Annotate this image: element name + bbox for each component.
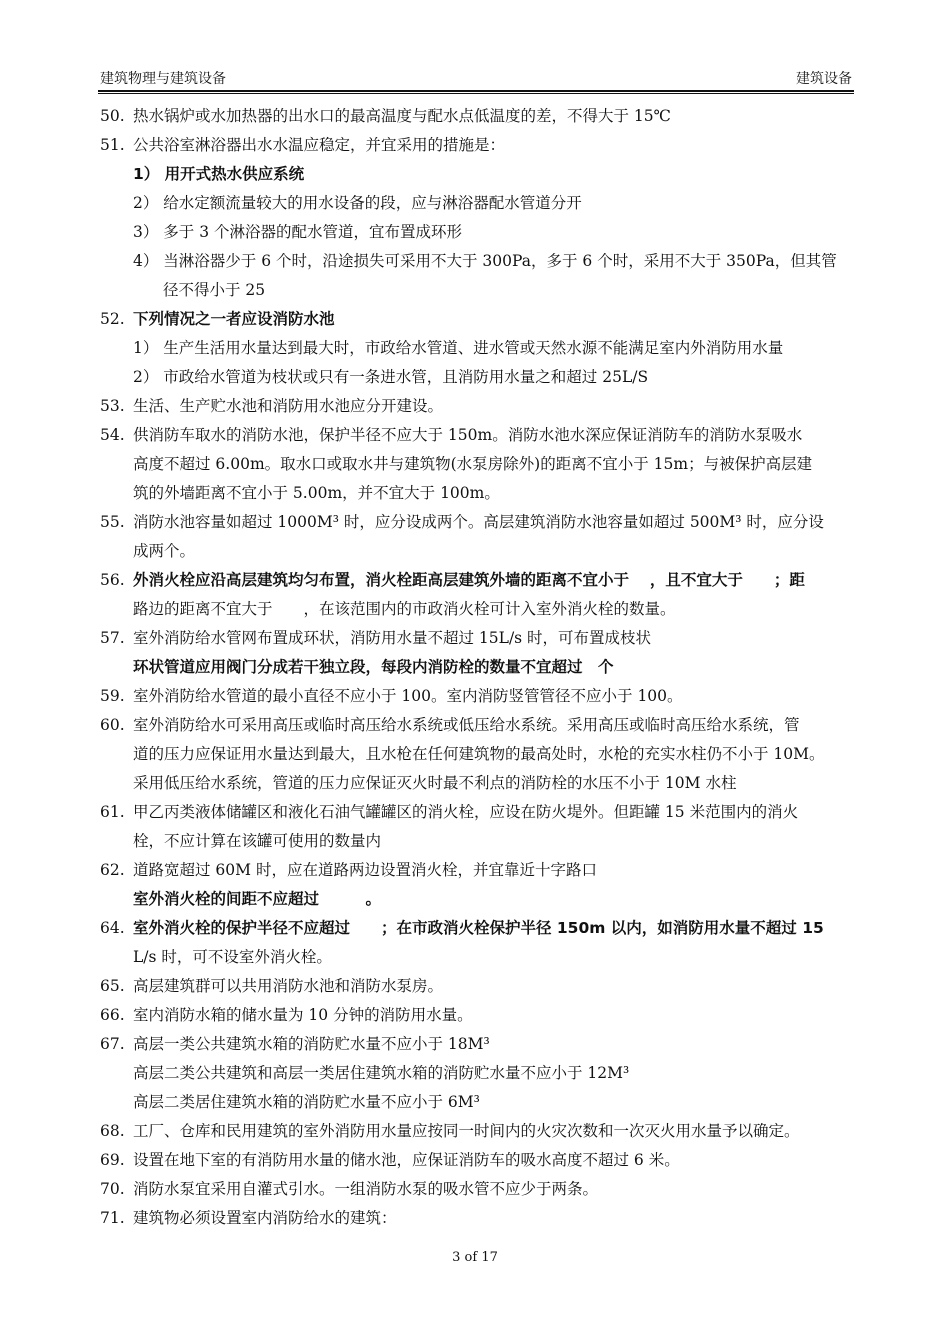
text-line: 径不得小于 25: [163, 281, 266, 299]
item-number: 57.: [100, 629, 125, 647]
item-number: 53.: [100, 397, 125, 415]
text-line: 消防水池容量如超过 1000M³ 时，应分设成两个。高层建筑消防水池容量如超过 500M³ 时，应分设: [133, 513, 824, 531]
header-divider: [98, 90, 854, 92]
text-line: 外消火栓应沿高层建筑均匀布置，消火栓距高层建筑外墙的距离不宜小于 ，且不宜大于 ；距: [133, 571, 805, 589]
text-line: 室外消火栓的保护半径不应超过 ；在市政消火栓保护半径 150m 以内，如消防用水量不超过 15: [133, 919, 824, 937]
text-line: 建筑物必须设置室内消防给水的建筑：: [133, 1209, 397, 1227]
item-number: 52.: [100, 310, 125, 328]
item-number: 50.: [100, 107, 125, 125]
text-line: 路边的距离不宜大于 ，在该范围内的市政消火栓可计入室外消火栓的数量。: [133, 600, 676, 618]
text-line: 1） 生产生活用水量达到最大时，市政给水管道、进水管或天然水源不能满足室内外消防用水量: [133, 339, 784, 357]
text-line: 设置在地下室的有消防用水量的储水池，应保证消防车的吸水高度不超过 6 米。: [133, 1151, 680, 1169]
text-line: 道的压力应保证用水量达到最大，且水枪在任何建筑物的最高处时，水枪的充实水柱仍不小于 10M。: [133, 745, 825, 763]
text-line: 3） 多于 3 个淋浴器的配水管道，宜布置成环形: [133, 223, 463, 241]
item-number: 66.: [100, 1006, 125, 1024]
item-number: 62.: [100, 861, 125, 879]
text-line: 筑的外墙距离不宜小于 5.00m，并不宜大于 100m。: [133, 484, 500, 502]
item-number: 54.: [100, 426, 125, 444]
text-line: 高层二类居住建筑水箱的消防贮水量不应小于 6M³: [133, 1093, 480, 1111]
text-line: 栓，不应计算在该罐可使用的数量内: [133, 832, 382, 850]
text-line: 室外消防给水管道的最小直径不应小于 100。室内消防竖管管径不应小于 100。: [133, 687, 683, 705]
text-line: 供消防车取水的消防水池，保护半径不应大于 150m。消防水池水深应保证消防车的消防水泵吸水: [133, 426, 803, 444]
text-line: 室外消防给水管网布置成环状，消防用水量不超过 15L/s 时，可布置成枝状: [133, 629, 652, 647]
item-number: 56.: [100, 571, 125, 589]
text-line: 工厂、仓库和民用建筑的室外消防用水量应按同一时间内的火灾次数和一次灭火用水量予以确定。: [133, 1122, 800, 1140]
item-number: 55.: [100, 513, 125, 531]
text-line: 道路宽超过 60M 时，应在道路两边设置消火栓，并宜靠近十字路口: [133, 861, 597, 879]
text-line: 热水锅炉或水加热器的出水口的最高温度与配水点低温度的差，不得大于 15℃: [133, 107, 671, 125]
item-number: 70.: [100, 1180, 125, 1198]
header-right-title: 建筑设备: [796, 71, 852, 87]
text-line: 1） 用开式热水供应系统: [133, 165, 305, 183]
item-number: 51.: [100, 136, 125, 154]
item-number: 69.: [100, 1151, 125, 1169]
text-line: 室内消防水箱的储水量为 10 分钟的消防用水量。: [133, 1006, 473, 1024]
header-left-title: 建筑物理与建筑设备: [100, 71, 226, 87]
item-number: 65.: [100, 977, 125, 995]
text-line: 室外消防给水可采用高压或临时高压给水系统或低压给水系统。采用高压或临时高压给水系统，管: [133, 716, 800, 734]
text-line: 成两个。: [133, 542, 196, 560]
text-line: 消防水泵宜采用自灌式引水。一组消防水泵的吸水管不应少于两条。: [133, 1180, 599, 1198]
item-number: 64.: [100, 919, 125, 937]
item-number: 68.: [100, 1122, 125, 1140]
header-divider-thin: [98, 93, 854, 94]
text-line: 高层二类公共建筑和高层一类居住建筑水箱的消防贮水量不应小于 12M³: [133, 1064, 630, 1082]
text-line: 2） 市政给水管道为枝状或只有一条进水管，且消防用水量之和超过 25L/S: [133, 368, 649, 386]
text-line: 甲乙丙类液体储罐区和液化石油气罐罐区的消火栓，应设在防火堤外。但距罐 15 米范围内的消火: [133, 803, 799, 821]
text-line: 高层一类公共建筑水箱的消防贮水量不应小于 18M³: [133, 1035, 490, 1053]
text-line: 高度不超过 6.00m。取水口或取水井与建筑物(水泵房除外)的距离不宜小于 15m；与被保护高层建: [133, 455, 813, 473]
text-line: 采用低压给水系统，管道的压力应保证灭火时最不利点的消防栓的水压不小于 10M 水柱: [133, 774, 737, 792]
text-line: 环状管道应用阀门分成若干独立段，每段内消防栓的数量不宜超过 个: [133, 658, 614, 676]
text-line: 下列情况之一者应设消防水池: [133, 310, 335, 328]
item-number: 71.: [100, 1209, 125, 1227]
text-line: L/s 时，可不设室外消火栓。: [133, 948, 332, 966]
text-line: 高层建筑群可以共用消防水池和消防水泵房。: [133, 977, 444, 995]
item-number: 67.: [100, 1035, 125, 1053]
text-line: 公共浴室淋浴器出水水温应稳定，并宜采用的措施是：: [133, 136, 506, 154]
text-line: 室外消火栓的间距不应超过 。: [133, 890, 382, 908]
item-number: 61.: [100, 803, 125, 821]
page-number: 3 of 17: [452, 1250, 498, 1265]
item-number: 59.: [100, 687, 125, 705]
text-line: 2） 给水定额流量较大的用水设备的段，应与淋浴器配水管道分开: [133, 194, 582, 212]
item-number: 60.: [100, 716, 125, 734]
text-line: 生活、生产贮水池和消防用水池应分开建设。: [133, 397, 444, 415]
text-line: 4） 当淋浴器少于 6 个时，沿途损失可采用不大于 300Pa，多于 6 个时，采用不大于 350Pa，但其管: [133, 252, 837, 270]
